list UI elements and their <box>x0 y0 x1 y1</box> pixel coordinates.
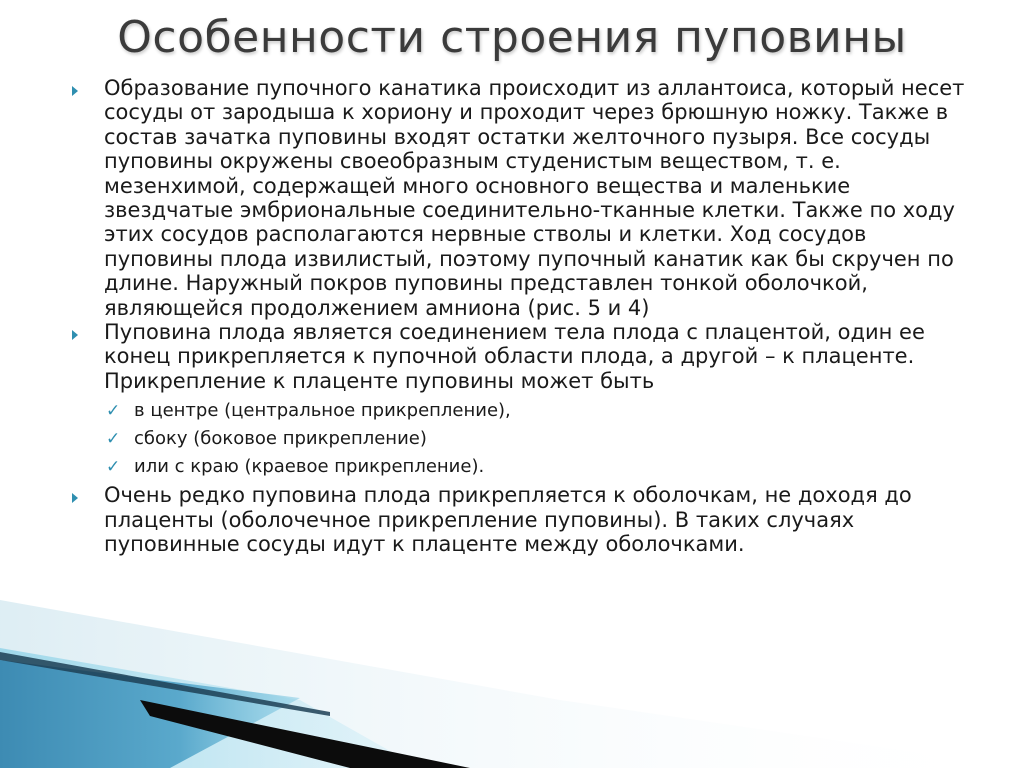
stripe-dark-thin <box>0 652 330 716</box>
bullet-item <box>72 76 972 320</box>
stripe-blue <box>0 660 300 768</box>
bullet-item <box>72 483 972 556</box>
bullet-text: Образование пупочного канатика происходит из аллантоиса, который несет сосуды от зародыша к хориону и проходит через брюшную ножку. Также в состав зачатка пуповины входят остатки желточного пузыря. Все сосуды пуповины окружены своеобразным студенистым веществом, т. е. мезенхимой, содержащей много основного вещества и маленькие звездчатые эмбриональные соединительно-тканные клетки. Также по ходу этих сосудов располагаются нервные стволы и клетки. Ход сосудов пуповины плода извилистый, поэтому пупочный канатик как бы скручен по длине. Наружный покров пуповины представлен тонкой оболочкой, являющейся продолжением амниона (рис. 5 и 4) <box>104 76 965 320</box>
checkmark-icon: ✓ <box>106 401 121 422</box>
sub-bullet-list <box>104 397 972 481</box>
stripe-light <box>0 648 420 768</box>
triangle-bullet-icon <box>72 330 78 340</box>
checkmark-icon: ✓ <box>106 457 121 478</box>
sub-bullet-text: или с краю (краевое прикрепление). <box>134 456 485 478</box>
triangle-bullet-icon <box>72 86 78 96</box>
checkmark-icon: ✓ <box>106 429 121 450</box>
sub-bullet-item <box>106 397 972 425</box>
slide-content <box>72 76 972 557</box>
bullet-item <box>72 320 972 481</box>
stripe-fade <box>0 600 1024 768</box>
triangle-bullet-icon <box>72 493 78 503</box>
sub-bullet-text: в центре (центральное прикрепление), <box>134 400 511 422</box>
sub-bullet-item <box>106 453 972 481</box>
sub-bullet-item <box>106 425 972 453</box>
sub-bullet-text: сбоку (боковое прикрепление) <box>134 428 427 450</box>
bullet-list <box>72 76 972 557</box>
bullet-text: Очень редко пуповина плода прикрепляется к оболочкам, не доходя до плаценты (оболочечное прикрепление пуповины). В таких случаях пуповинные сосуды идут к плаценте между оболочками. <box>104 483 912 557</box>
bullet-text: Пуповина плода является соединением тела плода с плацентой, один ее конец прикрепляется к пупочной области плода, а другой – к плаценте. Прикрепление к плаценте пуповины может быть <box>104 320 925 393</box>
slide-title: Особенности строения пуповины <box>117 12 907 63</box>
stripe-dark <box>140 700 470 768</box>
